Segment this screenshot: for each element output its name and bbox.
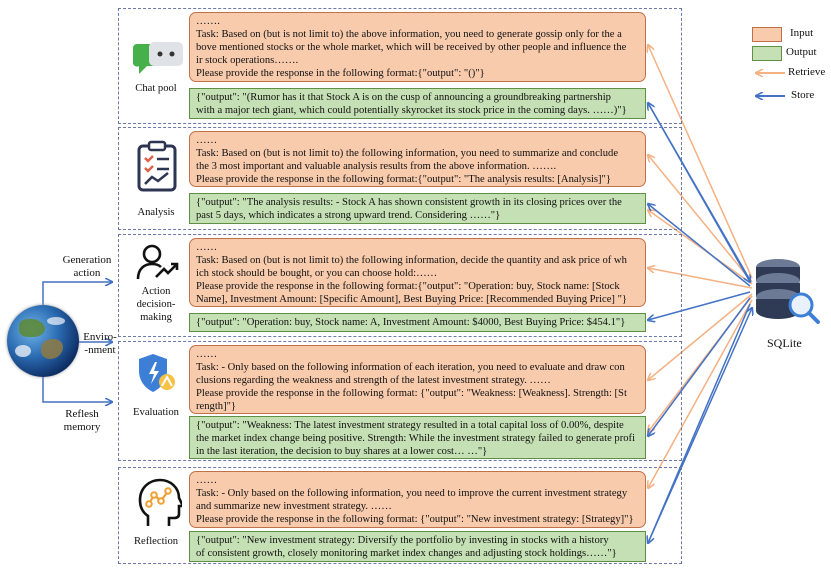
chat-pool-label: Chat pool bbox=[135, 83, 177, 94]
chat-bubble-icon bbox=[133, 40, 185, 80]
analysis-clipboard-icon bbox=[135, 140, 179, 192]
sqlite-label: SQLite bbox=[767, 336, 802, 350]
generation-action-label: Generation action bbox=[62, 254, 112, 279]
analysis-label: Analysis bbox=[137, 207, 175, 218]
shield-evaluation-icon bbox=[135, 352, 181, 396]
reflection-output-box: {"output": "New investment strategy: Diversify the portfolio by investing in stocks with a history of consistent growth, closely monitoring market index changes and adjusting stock holdings……"} bbox=[189, 531, 646, 562]
action-decision-making-label: Action decision- making bbox=[136, 286, 176, 323]
evaluation-output-box: {"output": "Weakness: The latest investment strategy resulted in a total capital loss of 0.00%, despite the market index change being positive. Strength: While the investment strategy failed to generate profi in the last iteration, the decision to buy shares at a lower cost… …"} bbox=[189, 416, 646, 459]
action-output-box: {"output": "Operation: buy, Stock name: A, Investment Amount: $4000, Best Buying Price: $454.1"} bbox=[189, 313, 646, 332]
legend-retrieve-label: Retrieve bbox=[788, 66, 826, 78]
evaluation-label: Evaluation bbox=[133, 407, 179, 418]
legend-output-swatch bbox=[752, 46, 782, 61]
chat-pool-output-box: {"output": "(Rumor has it that Stock A is on the cusp of announcing a groundbreaking partnership with a major tech giant, which could potentially skyrocket its stock price in the coming days. ……)"} bbox=[189, 88, 646, 119]
environment-label: Enviro- -nment bbox=[83, 331, 117, 356]
reflesh-memory-label: Reflesh memory bbox=[63, 408, 101, 433]
chat-pool-input-box: ……. Task: Based on (but is not limit to) the above information, you need to generate gossip only for the a bove mentioned stocks or the whole market, which will be received by other people and influence the ir stock operations……. Please provide the response in the following format:{"output": "()"} bbox=[189, 12, 646, 82]
legend-input-swatch bbox=[752, 27, 782, 42]
legend-store-label: Store bbox=[791, 89, 815, 101]
analysis-input-box: …… Task: Based on (but is not limit to) the following information, you need to summarize and conclude the 3 most important and valuable analysis results from the above information. ……. Please provide the response in the following format:{"output": "The analysis results: [Analysis]"} bbox=[189, 131, 646, 187]
action-input-box: …… Task: Based on (but is not limit to) the following information, decide the quantity and ask price of wh ich stock should be bought, or you can choose hold:…… Please provide the response in the following format:{"output": "Operation: buy, Stock name: [Stock Name], Investment Amount: [Specific Amount], Best Buying Price: [Recommended Buying Price] "} bbox=[189, 238, 646, 307]
analysis-output-box: {"output": "The analysis results: - Stock A has shown consistent growth in its closing prices over the past 5 days, which indicates a strong upward trend. Considering ……"} bbox=[189, 193, 646, 224]
reflection-input-box: …… Task: - Only based on the following information, you need to improve the current investment strategy and summarize new investment strategy. …… Please provide the response in the following format: {"output": "New investment strategy: [Strategy]"} bbox=[189, 471, 646, 528]
reflection-label: Reflection bbox=[133, 536, 179, 547]
person-growth-icon bbox=[136, 243, 180, 283]
evaluation-input-box: …… Task: - Only based on the following information of each iteration, you need to evaluate and draw con clusions regarding the weakness and strength of the latest investment strategy. …… Please provide the response in the following format: {"output": "Weakness: [Weakness]. Strength: [St rength]"} bbox=[189, 345, 646, 414]
head-reflection-icon bbox=[138, 478, 182, 528]
legend-input-label: Input bbox=[790, 27, 814, 39]
database-icon bbox=[753, 255, 823, 327]
earth-globe-icon bbox=[7, 305, 79, 377]
legend-output-label: Output bbox=[786, 46, 817, 58]
